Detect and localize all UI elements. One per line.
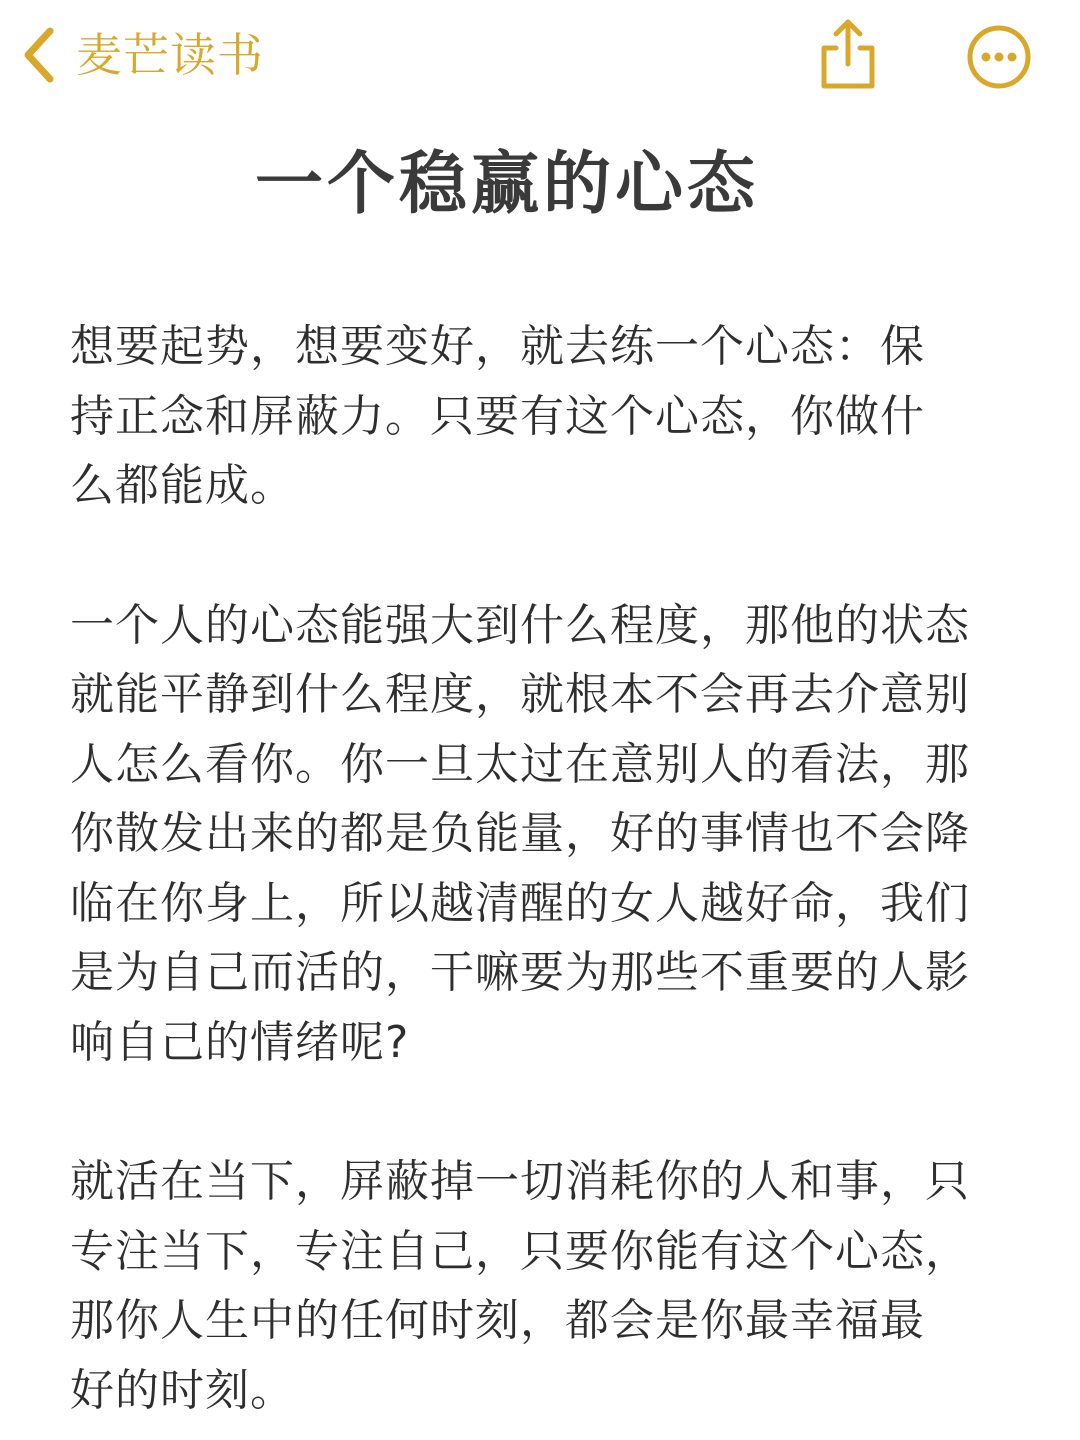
text-line: 想要起势，想要变好，就去练一个心态：保 bbox=[70, 321, 925, 372]
text-line: 临在你身上，所以越清醒的女人越好命，我们 bbox=[70, 877, 970, 929]
text-line: 好的时刻。 bbox=[70, 1364, 295, 1416]
chevron-left-icon bbox=[22, 27, 56, 83]
text-line: 响自己的情绪呢? bbox=[70, 1016, 410, 1068]
text-line: 就能平静到什么程度，就根本不会再去介意别 bbox=[70, 669, 970, 720]
text-line: 人怎么看你。你一旦太过在意别人的看法，那 bbox=[70, 738, 970, 790]
text-line: 么都能成。 bbox=[70, 460, 295, 511]
share-button[interactable] bbox=[812, 14, 882, 94]
text-line: 是为自己而活的，干嘛要为那些不重要的人影 bbox=[70, 947, 970, 998]
paragraph bbox=[70, 591, 980, 1078]
share-icon bbox=[812, 14, 882, 94]
text-line: 就活在当下，屏蔽掉一切消耗你的人和事，只 bbox=[70, 1156, 970, 1207]
note-title: 一个稳赢的心态 bbox=[254, 145, 759, 224]
back-button[interactable] bbox=[22, 24, 264, 86]
text-line: 那你人生中的任何时刻，都会是你最幸福最 bbox=[70, 1295, 925, 1346]
text-line: 一个人的心态能强大到什么程度，那他的状态 bbox=[70, 599, 970, 651]
note-body[interactable] bbox=[70, 312, 980, 1425]
text-line: 你散发出来的都是负能量，好的事情也不会降 bbox=[70, 808, 970, 859]
back-button-label: 麦芒读书 bbox=[76, 28, 264, 82]
paragraph-gap bbox=[70, 521, 980, 591]
text-line: 持正念和屏蔽力。只要有这个心态，你做什 bbox=[70, 390, 925, 442]
more-icon bbox=[966, 24, 1032, 90]
paragraph bbox=[70, 1147, 980, 1425]
more-button[interactable] bbox=[966, 24, 1032, 90]
navigation-bar bbox=[0, 0, 1080, 115]
paragraph bbox=[70, 312, 980, 521]
text-line: 专注当下，专注自己，只要你能有这个心态， bbox=[70, 1225, 970, 1277]
paragraph-gap bbox=[70, 1077, 980, 1147]
